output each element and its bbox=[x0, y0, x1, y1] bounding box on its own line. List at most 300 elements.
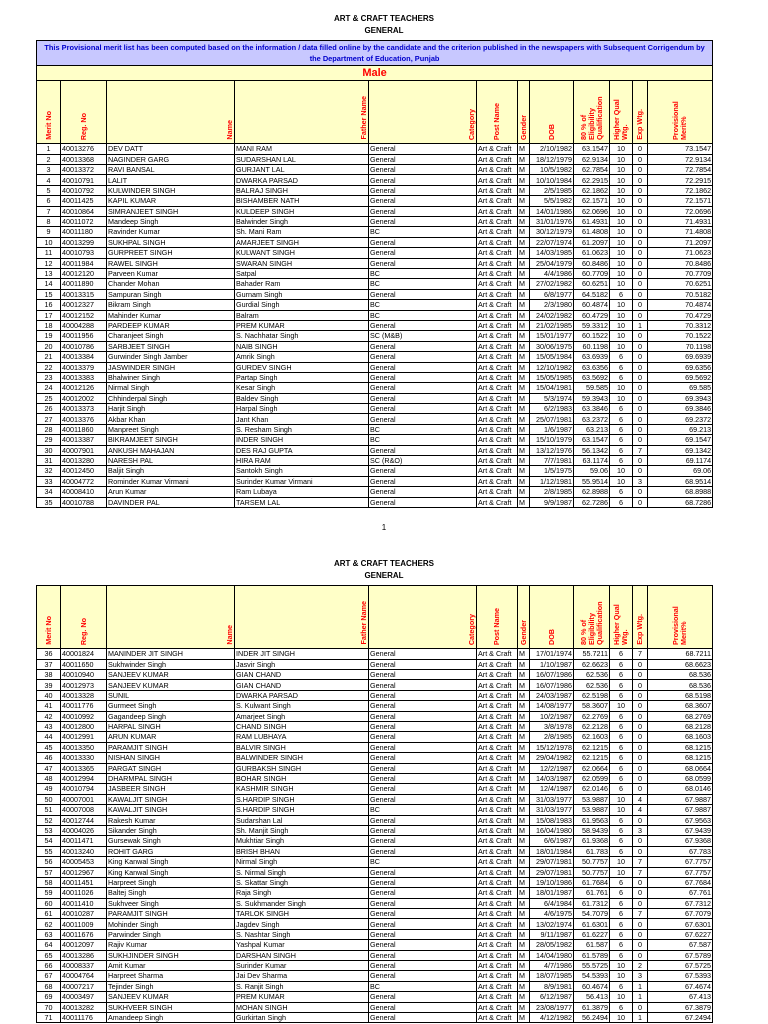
cell-provisional-merit: 71.4931 bbox=[648, 217, 713, 227]
cell-gender: M bbox=[518, 857, 530, 867]
cell-provisional-merit: 70.1198 bbox=[648, 341, 713, 351]
cell-merit-no: 44 bbox=[37, 732, 61, 742]
cell-exp-wtg: 0 bbox=[633, 331, 648, 341]
cell-exp-wtg: 0 bbox=[633, 711, 648, 721]
cell-name: Mahinder Kumar bbox=[107, 310, 235, 320]
cell-gender: M bbox=[518, 701, 530, 711]
cell-dob: 18/01/1987 bbox=[530, 888, 574, 898]
cell-exp-wtg: 0 bbox=[633, 670, 648, 680]
cell-name: DEV DATT bbox=[107, 144, 235, 154]
page-number: 1 bbox=[381, 523, 387, 532]
cell-category: General bbox=[369, 258, 477, 268]
cell-father-name: Jai Dev Sharma bbox=[235, 971, 369, 981]
cell-provisional-merit: 67.5393 bbox=[648, 971, 713, 981]
cell-gender: M bbox=[518, 456, 530, 466]
cell-dob: 15/10/1979 bbox=[530, 435, 574, 445]
cell-eligibility-80: 61.9368 bbox=[574, 836, 610, 846]
cell-category: General bbox=[369, 898, 477, 908]
cell-gender: M bbox=[518, 836, 530, 846]
cell-higher-qual-wtg: 6 bbox=[610, 825, 633, 835]
cell-higher-qual-wtg: 6 bbox=[610, 732, 633, 742]
cell-provisional-merit: 67.783 bbox=[648, 846, 713, 856]
cell-name: Nirmal Singh bbox=[107, 383, 235, 393]
cell-category: General bbox=[369, 383, 477, 393]
cell-exp-wtg: 0 bbox=[633, 165, 648, 175]
cell-higher-qual-wtg: 10 bbox=[610, 961, 633, 971]
cell-provisional-merit: 67.9368 bbox=[648, 836, 713, 846]
table-row bbox=[37, 929, 713, 939]
cell-reg-no: 40013387 bbox=[61, 435, 107, 445]
cell-exp-wtg: 3 bbox=[633, 476, 648, 486]
cell-eligibility-80: 61.9563 bbox=[574, 815, 610, 825]
cell-gender: M bbox=[518, 1012, 530, 1022]
cell-gender: M bbox=[518, 929, 530, 939]
cell-reg-no: 40011650 bbox=[61, 659, 107, 669]
cell-exp-wtg: 0 bbox=[633, 836, 648, 846]
cell-higher-qual-wtg: 10 bbox=[610, 144, 633, 154]
cell-gender: M bbox=[518, 805, 530, 815]
cell-higher-qual-wtg: 6 bbox=[610, 372, 633, 382]
cell-dob: 18/07/1985 bbox=[530, 971, 574, 981]
cell-dob: 16/04/1980 bbox=[530, 825, 574, 835]
cell-merit-no: 64 bbox=[37, 940, 61, 950]
cell-dob: 8/9/1981 bbox=[530, 981, 574, 991]
cell-exp-wtg: 0 bbox=[633, 175, 648, 185]
header-category: Category bbox=[369, 586, 477, 649]
cell-eligibility-80: 63.1174 bbox=[574, 456, 610, 466]
cell-father-name: SUDARSHAN LAL bbox=[235, 154, 369, 164]
cell-eligibility-80: 62.8988 bbox=[574, 487, 610, 497]
cell-merit-no: 48 bbox=[37, 773, 61, 783]
table-row bbox=[37, 372, 713, 382]
cell-post-name: Art & Craft bbox=[477, 227, 518, 237]
cell-provisional-merit: 69.585 bbox=[648, 383, 713, 393]
cell-exp-wtg: 4 bbox=[633, 805, 648, 815]
cell-name: NISHAN SINGH bbox=[107, 753, 235, 763]
cell-reg-no: 40013373 bbox=[61, 404, 107, 414]
cell-dob: 31/03/1977 bbox=[530, 805, 574, 815]
cell-gender: M bbox=[518, 404, 530, 414]
cell-exp-wtg: 0 bbox=[633, 279, 648, 289]
table-row bbox=[37, 711, 713, 721]
cell-reg-no: 40013383 bbox=[61, 372, 107, 382]
cell-father-name: Baldev Singh bbox=[235, 393, 369, 403]
cell-father-name: PREM KUMAR bbox=[235, 992, 369, 1002]
cell-father-name: Jant Khan bbox=[235, 414, 369, 424]
cell-dob: 2/8/1985 bbox=[530, 732, 574, 742]
table-row bbox=[37, 414, 713, 424]
cell-exp-wtg: 0 bbox=[633, 196, 648, 206]
table-row bbox=[37, 919, 713, 929]
cell-exp-wtg: 4 bbox=[633, 794, 648, 804]
cell-higher-qual-wtg: 10 bbox=[610, 268, 633, 278]
cell-eligibility-80: 62.0146 bbox=[574, 784, 610, 794]
table-row bbox=[37, 909, 713, 919]
cell-reg-no: 40013299 bbox=[61, 237, 107, 247]
cell-gender: M bbox=[518, 165, 530, 175]
cell-exp-wtg: 1 bbox=[633, 981, 648, 991]
cell-gender: M bbox=[518, 825, 530, 835]
cell-post-name: Art & Craft bbox=[477, 497, 518, 507]
cell-higher-qual-wtg: 6 bbox=[610, 404, 633, 414]
cell-post-name: Art & Craft bbox=[477, 971, 518, 981]
cell-reg-no: 40011676 bbox=[61, 929, 107, 939]
cell-merit-no: 70 bbox=[37, 1002, 61, 1012]
cell-provisional-merit: 68.536 bbox=[648, 680, 713, 690]
cell-father-name: S.HARDIP SINGH bbox=[235, 794, 369, 804]
table-row bbox=[37, 690, 713, 700]
cell-provisional-merit: 71.0623 bbox=[648, 248, 713, 258]
cell-name: Mandeep Singh bbox=[107, 217, 235, 227]
cell-dob: 1/12/1981 bbox=[530, 476, 574, 486]
cell-father-name: INDER SINGH bbox=[235, 435, 369, 445]
cell-merit-no: 68 bbox=[37, 981, 61, 991]
cell-post-name: Art & Craft bbox=[477, 154, 518, 164]
cell-eligibility-80: 62.2128 bbox=[574, 722, 610, 732]
cell-name: Sikander Singh bbox=[107, 825, 235, 835]
cell-father-name: Yashpal Kumar bbox=[235, 940, 369, 950]
cell-category: General bbox=[369, 753, 477, 763]
cell-post-name: Art & Craft bbox=[477, 487, 518, 497]
cell-merit-no: 17 bbox=[37, 310, 61, 320]
table-row bbox=[37, 1002, 713, 1012]
cell-category: General bbox=[369, 877, 477, 887]
cell-provisional-merit: 73.1547 bbox=[648, 144, 713, 154]
cell-merit-no: 43 bbox=[37, 722, 61, 732]
cell-dob: 2/5/1985 bbox=[530, 185, 574, 195]
cell-reg-no: 40010864 bbox=[61, 206, 107, 216]
cell-category: General bbox=[369, 867, 477, 877]
cell-eligibility-80: 62.1215 bbox=[574, 742, 610, 752]
cell-gender: M bbox=[518, 753, 530, 763]
cell-eligibility-80: 56.2494 bbox=[574, 1012, 610, 1022]
table-row bbox=[37, 310, 713, 320]
cell-father-name: S. Kulwant Singh bbox=[235, 701, 369, 711]
cell-higher-qual-wtg: 10 bbox=[610, 175, 633, 185]
table-row bbox=[37, 742, 713, 752]
cell-dob: 22/07/1974 bbox=[530, 237, 574, 247]
cell-father-name: GURDEV SINGH bbox=[235, 362, 369, 372]
cell-eligibility-80: 61.5789 bbox=[574, 950, 610, 960]
cell-name: SUNIL bbox=[107, 690, 235, 700]
table-row bbox=[37, 154, 713, 164]
cell-post-name: Art & Craft bbox=[477, 680, 518, 690]
cell-exp-wtg: 0 bbox=[633, 877, 648, 887]
cell-eligibility-80: 61.7684 bbox=[574, 877, 610, 887]
cell-exp-wtg: 0 bbox=[633, 383, 648, 393]
cell-provisional-merit: 69.06 bbox=[648, 466, 713, 476]
cell-name: ARUN KUMAR bbox=[107, 732, 235, 742]
cell-post-name: Art & Craft bbox=[477, 961, 518, 971]
cell-exp-wtg: 0 bbox=[633, 846, 648, 856]
cell-dob: 3/8/1978 bbox=[530, 722, 574, 732]
cell-father-name: INDER JIT SINGH bbox=[235, 649, 369, 659]
cell-eligibility-80: 60.6251 bbox=[574, 279, 610, 289]
cell-post-name: Art & Craft bbox=[477, 784, 518, 794]
cell-provisional-merit: 67.7079 bbox=[648, 909, 713, 919]
cell-post-name: Art & Craft bbox=[477, 372, 518, 382]
cell-gender: M bbox=[518, 279, 530, 289]
table-row bbox=[37, 753, 713, 763]
cell-reg-no: 40012327 bbox=[61, 300, 107, 310]
cell-dob: 4/6/1975 bbox=[530, 909, 574, 919]
cell-eligibility-80: 62.536 bbox=[574, 680, 610, 690]
cell-merit-no: 2 bbox=[37, 154, 61, 164]
cell-category: General bbox=[369, 659, 477, 669]
cell-higher-qual-wtg: 6 bbox=[610, 424, 633, 434]
cell-name: BIKRAMJEET SINGH bbox=[107, 435, 235, 445]
cell-eligibility-80: 60.8486 bbox=[574, 258, 610, 268]
cell-name: King Kanwal Singh bbox=[107, 867, 235, 877]
cell-higher-qual-wtg: 10 bbox=[610, 165, 633, 175]
cell-gender: M bbox=[518, 497, 530, 507]
cell-gender: M bbox=[518, 185, 530, 195]
table-row bbox=[37, 940, 713, 950]
cell-category: General bbox=[369, 320, 477, 330]
cell-reg-no: 40013330 bbox=[61, 753, 107, 763]
cell-reg-no: 40011009 bbox=[61, 919, 107, 929]
cell-exp-wtg: 0 bbox=[633, 227, 648, 237]
cell-dob: 24/02/1982 bbox=[530, 310, 574, 320]
cell-father-name: Nirmal Singh bbox=[235, 857, 369, 867]
cell-provisional-merit: 67.7684 bbox=[648, 877, 713, 887]
doc-subtitle: GENERAL bbox=[364, 26, 404, 35]
cell-gender: M bbox=[518, 815, 530, 825]
table-row bbox=[37, 794, 713, 804]
cell-father-name: NAIB SINGH bbox=[235, 341, 369, 351]
cell-merit-no: 15 bbox=[37, 289, 61, 299]
cell-father-name: PREM KUMAR bbox=[235, 320, 369, 330]
cell-exp-wtg: 0 bbox=[633, 773, 648, 783]
table-row bbox=[37, 961, 713, 971]
header-higher-qual-wtg: Higher Qual Wtg. bbox=[610, 81, 633, 144]
cell-post-name: Art & Craft bbox=[477, 742, 518, 752]
header-gender: Gender bbox=[518, 81, 530, 144]
cell-higher-qual-wtg: 6 bbox=[610, 836, 633, 846]
cell-dob: 13/12/1976 bbox=[530, 445, 574, 455]
header-exp-wtg: Exp Wtg. bbox=[633, 586, 648, 649]
cell-higher-qual-wtg: 10 bbox=[610, 393, 633, 403]
cell-category: General bbox=[369, 919, 477, 929]
cell-exp-wtg: 0 bbox=[633, 352, 648, 362]
cell-exp-wtg: 0 bbox=[633, 144, 648, 154]
cell-reg-no: 40012973 bbox=[61, 680, 107, 690]
cell-reg-no: 40012097 bbox=[61, 940, 107, 950]
cell-category: General bbox=[369, 701, 477, 711]
cell-category: General bbox=[369, 815, 477, 825]
cell-higher-qual-wtg: 6 bbox=[610, 877, 633, 887]
cell-name: RAWEL SINGH bbox=[107, 258, 235, 268]
table-row bbox=[37, 393, 713, 403]
cell-post-name: Art & Craft bbox=[477, 992, 518, 1002]
table-row bbox=[37, 846, 713, 856]
cell-gender: M bbox=[518, 1002, 530, 1012]
cell-dob: 10/5/1982 bbox=[530, 165, 574, 175]
cell-reg-no: 40011860 bbox=[61, 424, 107, 434]
cell-category: General bbox=[369, 476, 477, 486]
cell-higher-qual-wtg: 6 bbox=[610, 487, 633, 497]
cell-name: NARESH PAL bbox=[107, 456, 235, 466]
cell-dob: 6/6/1987 bbox=[530, 836, 574, 846]
table-row bbox=[37, 680, 713, 690]
cell-reg-no: 40010794 bbox=[61, 784, 107, 794]
cell-reg-no: 40013280 bbox=[61, 456, 107, 466]
cell-post-name: Art & Craft bbox=[477, 929, 518, 939]
cell-higher-qual-wtg: 6 bbox=[610, 711, 633, 721]
cell-reg-no: 40004772 bbox=[61, 476, 107, 486]
cell-eligibility-80: 62.1571 bbox=[574, 196, 610, 206]
cell-gender: M bbox=[518, 888, 530, 898]
cell-eligibility-80: 62.0696 bbox=[574, 206, 610, 216]
cell-dob: 1/5/1975 bbox=[530, 466, 574, 476]
cell-reg-no: 40013315 bbox=[61, 289, 107, 299]
cell-father-name: Jasvir Singh bbox=[235, 659, 369, 669]
cell-higher-qual-wtg: 10 bbox=[610, 185, 633, 195]
header-name: Name bbox=[107, 81, 235, 144]
cell-gender: M bbox=[518, 154, 530, 164]
cell-exp-wtg: 1 bbox=[633, 992, 648, 1002]
table-row bbox=[37, 217, 713, 227]
cell-name: Sukhwinder Singh bbox=[107, 659, 235, 669]
cell-name: RAVI BANSAL bbox=[107, 165, 235, 175]
cell-post-name: Art & Craft bbox=[477, 352, 518, 362]
cell-higher-qual-wtg: 10 bbox=[610, 971, 633, 981]
cell-merit-no: 6 bbox=[37, 196, 61, 206]
cell-gender: M bbox=[518, 175, 530, 185]
cell-provisional-merit: 68.0599 bbox=[648, 773, 713, 783]
cell-reg-no: 40013350 bbox=[61, 742, 107, 752]
cell-provisional-merit: 67.6227 bbox=[648, 929, 713, 939]
cell-eligibility-80: 62.6623 bbox=[574, 659, 610, 669]
cell-provisional-merit: 68.3607 bbox=[648, 701, 713, 711]
cell-higher-qual-wtg: 10 bbox=[610, 196, 633, 206]
cell-category: General bbox=[369, 649, 477, 659]
cell-provisional-merit: 70.4874 bbox=[648, 300, 713, 310]
cell-reg-no: 40011984 bbox=[61, 258, 107, 268]
cell-higher-qual-wtg: 10 bbox=[610, 331, 633, 341]
cell-higher-qual-wtg: 10 bbox=[610, 805, 633, 815]
cell-name: Mohinder Singh bbox=[107, 919, 235, 929]
cell-father-name: Ram Lubaya bbox=[235, 487, 369, 497]
cell-reg-no: 40012994 bbox=[61, 773, 107, 783]
cell-gender: M bbox=[518, 217, 530, 227]
cell-name: SUKHPAL SINGH bbox=[107, 237, 235, 247]
cell-category: General bbox=[369, 175, 477, 185]
cell-gender: M bbox=[518, 919, 530, 929]
cell-provisional-merit: 68.1215 bbox=[648, 753, 713, 763]
cell-eligibility-80: 63.2372 bbox=[574, 414, 610, 424]
cell-provisional-merit: 68.2128 bbox=[648, 722, 713, 732]
cell-reg-no: 40004288 bbox=[61, 320, 107, 330]
cell-provisional-merit: 67.761 bbox=[648, 888, 713, 898]
cell-post-name: Art & Craft bbox=[477, 1002, 518, 1012]
cell-category: General bbox=[369, 690, 477, 700]
cell-reg-no: 40010786 bbox=[61, 341, 107, 351]
cell-provisional-merit: 70.5182 bbox=[648, 289, 713, 299]
cell-dob: 21/02/1985 bbox=[530, 320, 574, 330]
cell-dob: 12/10/1982 bbox=[530, 362, 574, 372]
cell-exp-wtg: 0 bbox=[633, 289, 648, 299]
cell-dob: 31/03/1977 bbox=[530, 794, 574, 804]
cell-category: General bbox=[369, 154, 477, 164]
cell-eligibility-80: 55.7211 bbox=[574, 649, 610, 659]
cell-father-name: Harpal Singh bbox=[235, 404, 369, 414]
cell-merit-no: 49 bbox=[37, 784, 61, 794]
cell-post-name: Art & Craft bbox=[477, 940, 518, 950]
doc-subtitle-2: GENERAL bbox=[364, 571, 404, 580]
cell-reg-no: 40012120 bbox=[61, 268, 107, 278]
cell-provisional-merit: 68.0664 bbox=[648, 763, 713, 773]
cell-father-name: S. Ranjit Singh bbox=[235, 981, 369, 991]
cell-category: General bbox=[369, 929, 477, 939]
cell-category: SC (R&O) bbox=[369, 456, 477, 466]
cell-dob: 1/10/1987 bbox=[530, 659, 574, 669]
cell-provisional-merit: 68.6623 bbox=[648, 659, 713, 669]
cell-dob: 4/12/1982 bbox=[530, 1012, 574, 1022]
cell-higher-qual-wtg: 10 bbox=[610, 237, 633, 247]
cell-merit-no: 12 bbox=[37, 258, 61, 268]
cell-reg-no: 40013276 bbox=[61, 144, 107, 154]
cell-eligibility-80: 60.1522 bbox=[574, 331, 610, 341]
table-row bbox=[37, 722, 713, 732]
cell-father-name: DARSHAN SINGH bbox=[235, 950, 369, 960]
cell-exp-wtg: 0 bbox=[633, 404, 648, 414]
cell-post-name: Art & Craft bbox=[477, 466, 518, 476]
header-exp-wtg: Exp Wtg. bbox=[633, 81, 648, 144]
cell-gender: M bbox=[518, 784, 530, 794]
cell-eligibility-80: 61.6301 bbox=[574, 919, 610, 929]
cell-father-name: KULWANT SINGH bbox=[235, 248, 369, 258]
cell-eligibility-80: 62.9134 bbox=[574, 154, 610, 164]
cell-name: Rominder Kumar Virmani bbox=[107, 476, 235, 486]
cell-gender: M bbox=[518, 773, 530, 783]
cell-name: Amandeep Singh bbox=[107, 1012, 235, 1022]
cell-post-name: Art & Craft bbox=[477, 258, 518, 268]
cell-reg-no: 40011072 bbox=[61, 217, 107, 227]
cell-reg-no: 40010793 bbox=[61, 248, 107, 258]
cell-reg-no: 40010791 bbox=[61, 175, 107, 185]
cell-name: LALIT bbox=[107, 175, 235, 185]
cell-name: KAPIL KUMAR bbox=[107, 196, 235, 206]
cell-merit-no: 60 bbox=[37, 898, 61, 908]
cell-name: Gurmeet Singh bbox=[107, 701, 235, 711]
cell-eligibility-80: 63.1547 bbox=[574, 435, 610, 445]
cell-post-name: Art & Craft bbox=[477, 825, 518, 835]
cell-higher-qual-wtg: 6 bbox=[610, 846, 633, 856]
cell-merit-no: 29 bbox=[37, 435, 61, 445]
cell-father-name: S. Nashtar Singh bbox=[235, 929, 369, 939]
cell-reg-no: 40011425 bbox=[61, 196, 107, 206]
cell-name: Baljit Singh bbox=[107, 466, 235, 476]
cell-dob: 5/5/1982 bbox=[530, 196, 574, 206]
cell-dob: 6/12/1987 bbox=[530, 992, 574, 1002]
cell-category: General bbox=[369, 940, 477, 950]
cell-category: General bbox=[369, 909, 477, 919]
cell-exp-wtg: 3 bbox=[633, 825, 648, 835]
cell-category: BC bbox=[369, 227, 477, 237]
table-row bbox=[37, 763, 713, 773]
cell-category: BC bbox=[369, 857, 477, 867]
cell-father-name: Raja Singh bbox=[235, 888, 369, 898]
cell-higher-qual-wtg: 10 bbox=[610, 867, 633, 877]
cell-exp-wtg: 0 bbox=[633, 310, 648, 320]
cell-reg-no: 40010287 bbox=[61, 909, 107, 919]
cell-merit-no: 71 bbox=[37, 1012, 61, 1022]
cell-dob: 14/04/1980 bbox=[530, 950, 574, 960]
cell-gender: M bbox=[518, 414, 530, 424]
cell-provisional-merit: 67.7312 bbox=[648, 898, 713, 908]
cell-merit-no: 57 bbox=[37, 867, 61, 877]
